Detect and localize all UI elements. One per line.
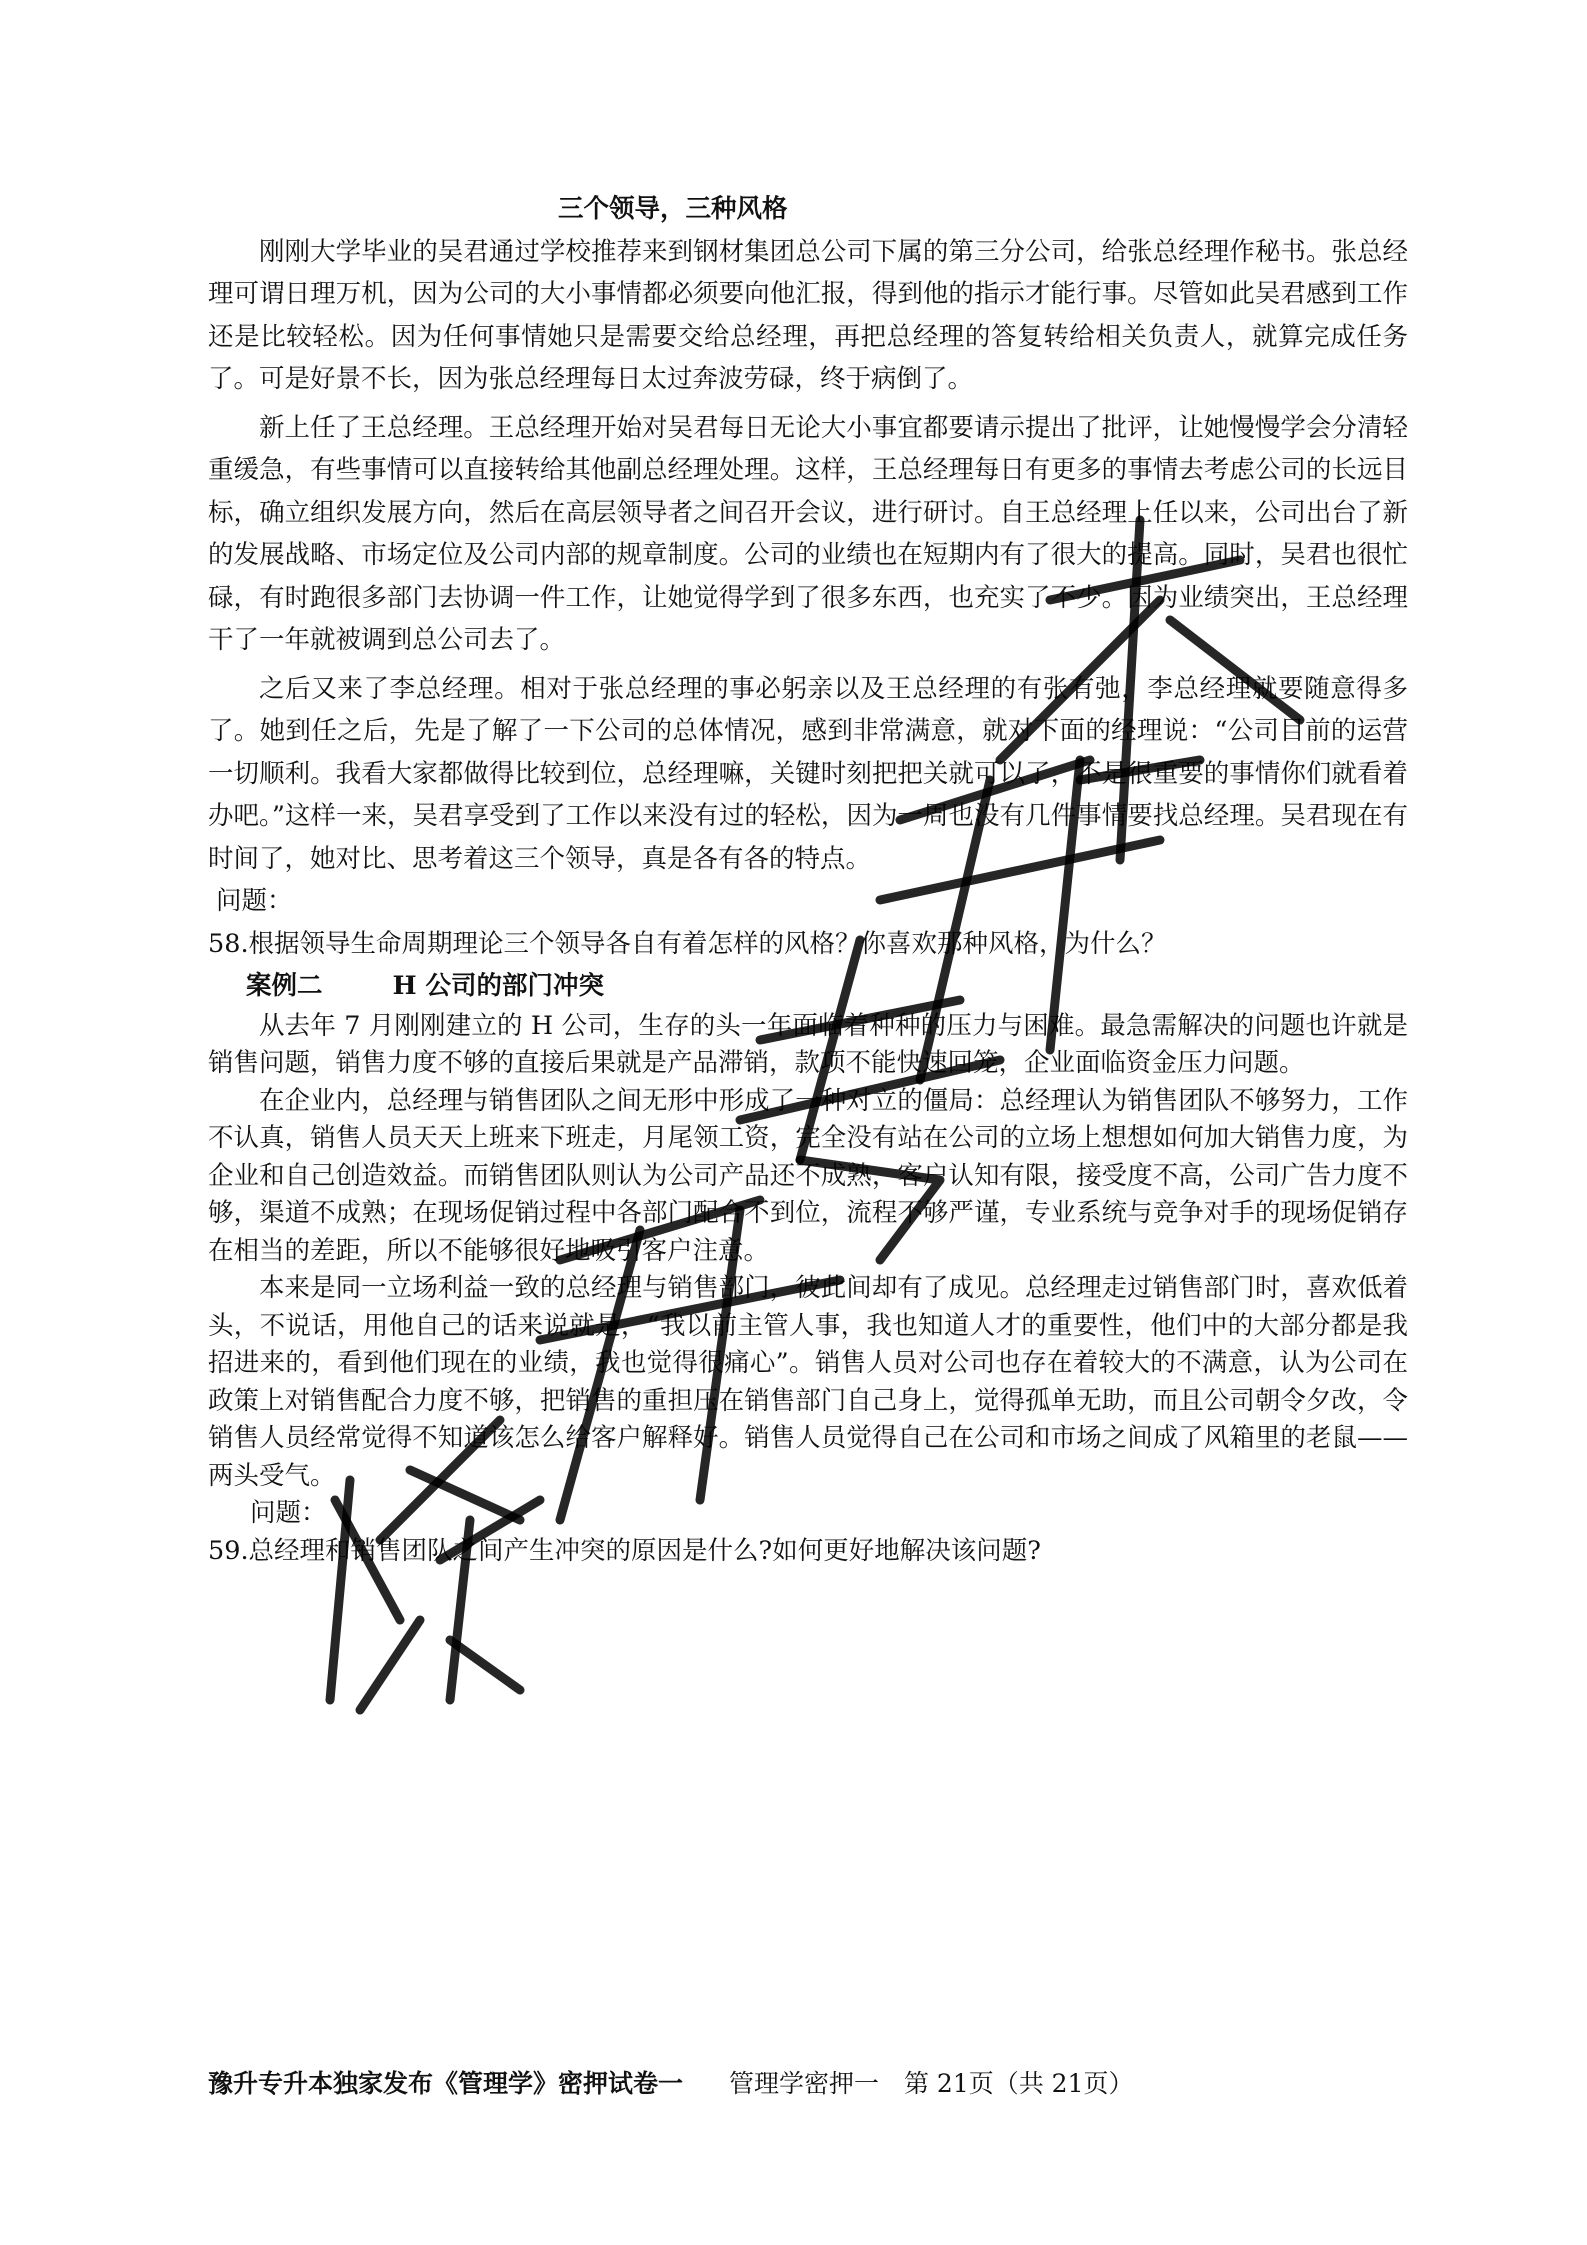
case-two-paragraph: 在企业内，总经理与销售团队之间无形中形成了一种对立的僵局：总经理认为销售团队不够努力，工作不认真，销售人员天天上班来下班走，月尾领工资，完全没有站在公司的立场上想想如何加大销售力度，为企业和自己创造效益。而销售团队则认为公司产品还不成熟，客户认知有限，接受度不高，公司广告力度不够，渠道不成熟；在现场促销过程中各部门配合不到位，流程不够严谨，专业系统与竞争对手的现场促销存在相当的差距，所以不能够很好地吸引客户注意。 <box>208 1085 1408 1266</box>
case-two-paragraph: 本来是同一立场利益一致的总经理与销售部门，彼此间却有了成见。总经理走过销售部门时，喜欢低着头，不说话，用他自己的话来说就是，“我以前主管人事，我也知道人才的重要性，他们中的大部分都是我招进来的，看到他们现在的业绩，我也觉得很痛心”。销售人员对公司也存在着较大的不满意，认为公司在政策上对销售配合力度不够，把销售的重担压在销售部门自己身上，觉得孤单无助，而且公司朝令夕改，令销售人员经常觉得不知道该怎么给客户解释好。销售人员觉得自己在公司和市场之间成了风箱里的老鼠——两头受气。 <box>208 1273 1408 1491</box>
page-footer <box>208 2064 1134 2100</box>
case-two <box>208 965 1408 1570</box>
case-one-paragraph: 新上任了王总经理。王总经理开始对吴君每日无论大小事宜都要请示提出了批评，让她慢慢学会分清轻重缓急，有些事情可以直接转给其他副总经理处理。这样，王总经理每日有更多的事情去考虑公司的长远目标，确立组织发展方向，然后在高层领导者之间召开会议，进行研讨。自王总经理上任以来，公司出台了新的发展战略、市场定位及公司内部的规章制度。公司的业绩也在短期内有了很大的提高。同时，吴君也很忙碌，有时跑很多部门去协调一件工作，让她觉得学到了很多东西，也充实了不少。因为业绩突出，王总经理干了一年就被调到总公司去了。 <box>208 412 1408 655</box>
case-two-heading <box>208 965 1408 1008</box>
question-label: 问题： <box>250 1498 327 1528</box>
case-one-paragraph: 刚刚大学毕业的吴君通过学校推荐来到钢材集团总公司下属的第三分公司，给张总经理作秘书。张总经理可谓日理万机，因为公司的大小事情都必须要向他汇报，得到他的指示才能行事。尽管如此吴君感到工作还是比较轻松。因为任何事情她只是需要交给总经理，再把总经理的答复转给相关负责人，就算完成任务了。可是好景不长，因为张总经理每日太过奔波劳碌，终于病倒了。 <box>208 236 1408 394</box>
footer-page-number: 管理学密押一 第 21页（共 21页） <box>728 2069 1134 2098</box>
case-two-paragraph: 从去年 7 月刚刚建立的 H 公司，生存的头一年面临着种种的压力与困难。最急需解决的问题也许就是销售问题，销售力度不够的直接后果就是产品滞销，款项不能快速回笼，企业面临资金压力问题。 <box>208 1010 1408 1078</box>
case-two-label: 案例二 <box>246 971 323 1001</box>
document-body <box>208 188 1408 1570</box>
footer-publisher: 豫升专升本独家发布《管理学》密押试卷一 <box>208 2069 684 2098</box>
question-59: 59.总经理和销售团队之间产生冲突的原因是什么?如何更好地解决该问题? <box>208 1535 1041 1566</box>
case-one-title: 三个领导，三种风格 <box>558 194 788 224</box>
case-one <box>208 188 1408 965</box>
question-58: 58.根据领导生命周期理论三个领导各自有着怎样的风格？你喜欢那种风格，为什么？ <box>208 928 1167 959</box>
case-two-title: H 公司的部门冲突 <box>392 971 604 1001</box>
case-one-paragraph: 之后又来了李总经理。相对于张总经理的事必躬亲以及王总经理的有张有弛，李总经理就要随意得多了。她到任之后，先是了解了一下公司的总体情况，感到非常满意，就对下面的经理说：“公司目前的运营一切顺利。我看大家都做得比较到位，总经理嘛，关键时刻把把关就可以了，不是很重要的事情你们就看着办吧。”这样一来，吴君享受到了工作以来没有过的轻松，因为一周也没有几件事情要找总经理。吴君现在有时间了，她对比、思考着这三个领导，真是各有各的特点。 <box>208 673 1408 874</box>
question-label: 问题： <box>216 886 293 916</box>
